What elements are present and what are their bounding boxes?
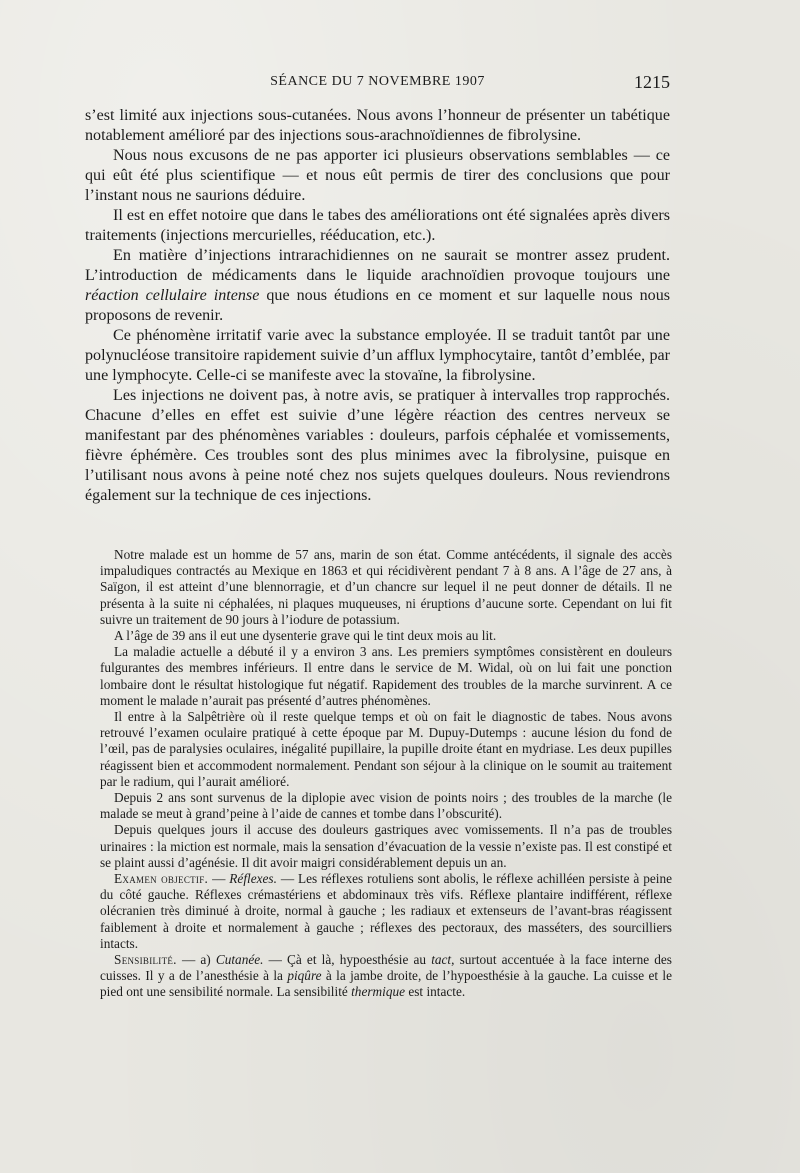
emphasis: Réflexes. xyxy=(229,871,277,887)
page-header xyxy=(85,74,670,98)
observation-paragraph: A l’âge de 39 ans il eut une dysenterie grave qui le tint deux mois au lit. xyxy=(114,628,497,644)
text-run: — Les réflexes rotuliens sont abolis, le réflexe achilléen persiste à peine du côté gauche. Réflexes crémastériens et abdominaux très vifs. Réflexe plantaire indifférent, réflexe olécranien très diminué à droite, normal à gauche ; les radiaux et extenseurs de l’avant-bras réagissent faiblement à droite et normalement à gauche ; réflexes des pectoraux, des masséters, des sourcilliers intacts. xyxy=(100,871,672,951)
observation-paragraph: Depuis quelques jours il accuse des douleurs gastriques avec vomissements. Il n’a pas de troubles urinaires : la miction est normale, mais la sensation d’évacuation de la vessie n’existe pas. Il est constipé et se plaint aussi d’agénésie. Il dit avoir maigri considérablement depuis un an. xyxy=(100,822,672,870)
text-run: que nous étudions en ce moment et sur laquelle nous nous proposons de revenir. xyxy=(85,287,671,324)
observation-paragraph: La maladie actuelle a débuté il y a environ 3 ans. Les premiers symptômes consistèrent en douleurs fulgurantes des membres inférieurs. Il entre dans le service de M. Widal, où on lui fait une ponction lombaire dont le résultat histologique fut négatif. Rapidement des troubles de la marche survinrent. A ce moment le malade n’aurait pas présenté d’autres phénomènes. xyxy=(100,644,672,708)
text-run: à la jambe droite, de l’hypoesthésie à la gauche. La cuisse et le pied ont une sensibilité normale. La sensibilité xyxy=(100,968,672,1000)
emphasis: réaction cellulaire intense xyxy=(85,287,260,304)
emphasis: Cutanée. xyxy=(215,952,264,968)
running-head: SÉANCE DU 7 NOVEMBRE 1907 xyxy=(270,74,485,89)
emphasis: piqûre xyxy=(287,968,322,984)
emphasis: tact xyxy=(431,952,452,968)
case-observation xyxy=(100,547,672,1001)
section-label: Examen objectif. xyxy=(114,871,209,887)
observation-paragraph xyxy=(100,871,672,952)
page-number: 1215 xyxy=(634,72,670,92)
text-run: — xyxy=(208,871,230,887)
observation-paragraph: Notre malade est un homme de 57 ans, marin de son état. Comme antécédents, il signale des accès impaludiques contractés au Mexique en 1863 et qui récidivèrent pendant 7 à 8 ans. A l’âge de 27 ans, à Saïgon, il est atteint d’une blennorragie, et d’un chancre sur lequel il ne peut donner de détails. Il ne présenta à la suite ni céphalées, ni plaques muqueuses, ni éruptions d’aucune sorte. Cependant on lui fit suivre un traitement de 90 jours à l’iodure de potassium. xyxy=(100,547,672,627)
paragraph: Il est en effet notoire que dans le tabes des améliorations ont été signalées après divers traitements (injections mercurielles, rééducation, etc.). xyxy=(85,207,670,244)
observation-paragraph: Il entre à la Salpêtrière où il reste quelque temps et où on fait le diagnostic de tabes. Nous avons retrouvé l’examen oculaire pratiqué à cette époque par M. Dupuy-Dutemps : aucune lésion du fond de l’œil, pas de paralysies oculaires, inégalité pupillaire, la pupille droite étant en mydriase. Les deux pupilles réagissent bien et accommodent normalement. Pendant son séjour à la clinique on le soumit au traitement par le radium, qui l’aurait amélioré. xyxy=(100,709,672,789)
emphasis: thermique xyxy=(351,984,406,1000)
paragraph xyxy=(85,246,670,326)
text-run: , surtout accentuée à la face interne des cuisses. Il y a de l’anesthésie à la xyxy=(100,952,672,984)
main-text xyxy=(85,106,670,506)
observation-paragraph: Depuis 2 ans sont survenus de la diplopie avec vision de points noirs ; des troubles de la marche (le malade se meut à grand’peine à l’aide de cannes et tombe dans l’obscurité). xyxy=(100,790,672,822)
text-run: — Çà et là, hypoesthésie au xyxy=(263,952,432,968)
text-run: En matière d’injections intrarachidiennes on ne saurait se montrer assez prudent. L’introduction de médicaments dans le liquide arachnoïdien provoque toujours une xyxy=(85,247,670,284)
paragraph: Nous nous excusons de ne pas apporter ici plusieurs observations semblables — ce qui eût été plus scientifique — et nous eût permis de tirer des conclusions que pour l’instant nous ne saurions déduire. xyxy=(85,147,670,204)
text-run: — a) xyxy=(176,952,216,968)
section-label: Sensibilité. xyxy=(114,952,177,968)
observation-paragraph xyxy=(100,952,672,1001)
paragraph: Ce phénomène irritatif varie avec la substance employée. Il se traduit tantôt par une polynucléose transitoire rapidement suivie d’un afflux lymphocytaire, tantôt d’emblée, par une lymphocyte. Celle-ci se manifeste avec la stovaïne, la fibrolysine. xyxy=(85,327,670,384)
paragraph: Les injections ne doivent pas, à notre avis, se pratiquer à intervalles trop rapprochés. Chacune d’elles en effet est suivie d’une légère réaction des centres nerveux se manifestant par des phénomènes variables : douleurs, parfois céphalée et vomissements, fièvre éphémère. Ces troubles sont des plus minimes avec la fibrolysine, puisque en l’utilisant nous avons à peine noté chez nos sujets quelques douleurs. Nous reviendrons également sur la technique de ces injections. xyxy=(85,387,670,504)
text-run: est intacte. xyxy=(405,984,466,1000)
paragraph: s’est limité aux injections sous-cutanées. Nous avons l’honneur de présenter un tabétique notablement amélioré par des injections sous-arachnoïdiennes de fibrolysine. xyxy=(85,107,670,144)
